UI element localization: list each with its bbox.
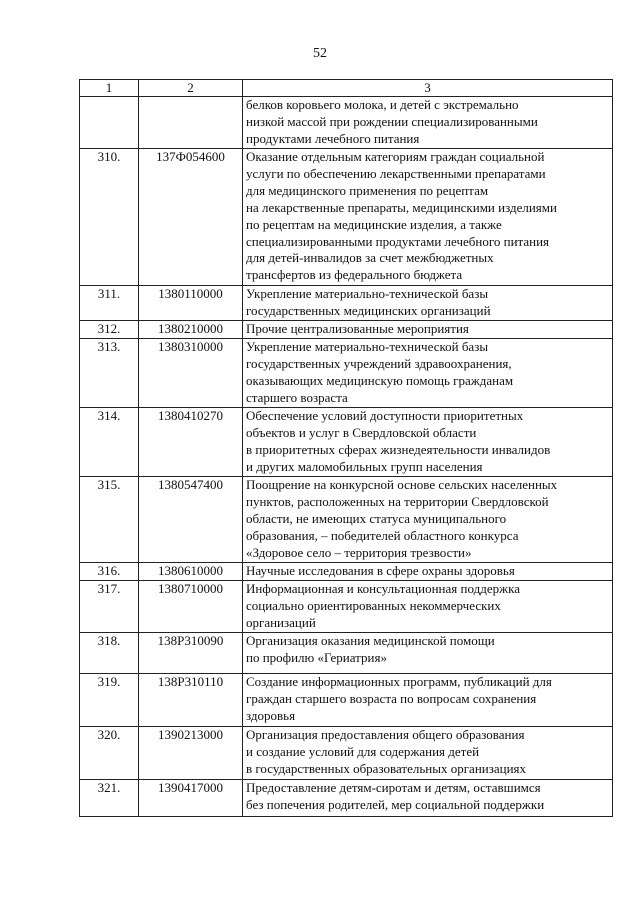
header-col-2: 2 [139,80,243,97]
table-row [80,477,613,563]
row-code: 1380210000 [139,321,243,339]
table-row [80,97,613,149]
page-number: 52 [313,46,327,61]
row-number: 320. [80,727,139,780]
table-row [80,286,613,321]
row-number: 319. [80,674,139,727]
row-code: 137Ф054600 [139,149,243,286]
table-row [80,563,613,581]
row-description: Оказание отдельным категориям граждан социальной услуги по обеспечению лекарственными препаратами для медицинского применения по рецептам на лекарственные препараты, медицинскими изделиями по рецептам на медицинские изделия, а также специализированными продуктами лечебного питания для детей-инвалидов за счет межбюджетных трансфертов из федерального бюджета [243,149,613,286]
row-description: Организация оказания медицинской помощи по профилю «Гериатрия» [243,633,613,674]
row-code: 138Р310090 [139,633,243,674]
row-number: 310. [80,149,139,286]
header-col-1: 1 [80,80,139,97]
row-description: Поощрение на конкурсной основе сельских населенных пунктов, расположенных на территории Свердловской области, не имеющих статуса муниципального образования, – победителей областного конкурса «Здоровое село – территория трезвости» [243,477,613,563]
row-number: 313. [80,339,139,408]
row-number: 316. [80,563,139,581]
table-row [80,727,613,780]
table-row [80,674,613,727]
row-number: 317. [80,581,139,633]
row-description: Укрепление материально-технической базы государственных учреждений здравоохранения, оказывающих медицинскую помощь гражданам старшего возраста [243,339,613,408]
budget-code-table [79,79,613,817]
row-number [80,97,139,149]
table-header-row [80,80,613,97]
row-description: Создание информационных программ, публикаций для граждан старшего возраста по вопросам сохранения здоровья [243,674,613,727]
table-row [80,581,613,633]
row-number: 321. [80,780,139,817]
header-col-3: 3 [243,80,613,97]
row-number: 311. [80,286,139,321]
row-number: 312. [80,321,139,339]
row-code [139,97,243,149]
row-code: 1380710000 [139,581,243,633]
row-code: 1380547400 [139,477,243,563]
table-row [80,339,613,408]
table-row [80,149,613,286]
row-code: 1380610000 [139,563,243,581]
row-number: 315. [80,477,139,563]
row-description: Организация предоставления общего образования и создание условий для содержания детей в государственных образовательных организациях [243,727,613,780]
row-code: 1390417000 [139,780,243,817]
row-number: 314. [80,408,139,477]
row-number: 318. [80,633,139,674]
row-code: 1380310000 [139,339,243,408]
row-description: Обеспечение условий доступности приоритетных объектов и услуг в Свердловской области в приоритетных сферах жизнедеятельности инвалидов и других маломобильных групп населения [243,408,613,477]
table-row [80,408,613,477]
row-code: 1380410270 [139,408,243,477]
table-row [80,321,613,339]
row-description: белков коровьего молока, и детей с экстремально низкой массой при рождении специализированными продуктами лечебного питания [243,97,613,149]
row-description: Информационная и консультационная поддержка социально ориентированных некоммерческих организаций [243,581,613,633]
row-description: Научные исследования в сфере охраны здоровья [243,563,613,581]
row-code: 1390213000 [139,727,243,780]
row-code: 138Р310110 [139,674,243,727]
row-code: 1380110000 [139,286,243,321]
row-description: Предоставление детям-сиротам и детям, оставшимся без попечения родителей, мер социальной поддержки [243,780,613,817]
row-description: Прочие централизованные мероприятия [243,321,613,339]
row-description: Укрепление материально-технической базы государственных медицинских организаций [243,286,613,321]
table-row [80,780,613,817]
table-row [80,633,613,674]
